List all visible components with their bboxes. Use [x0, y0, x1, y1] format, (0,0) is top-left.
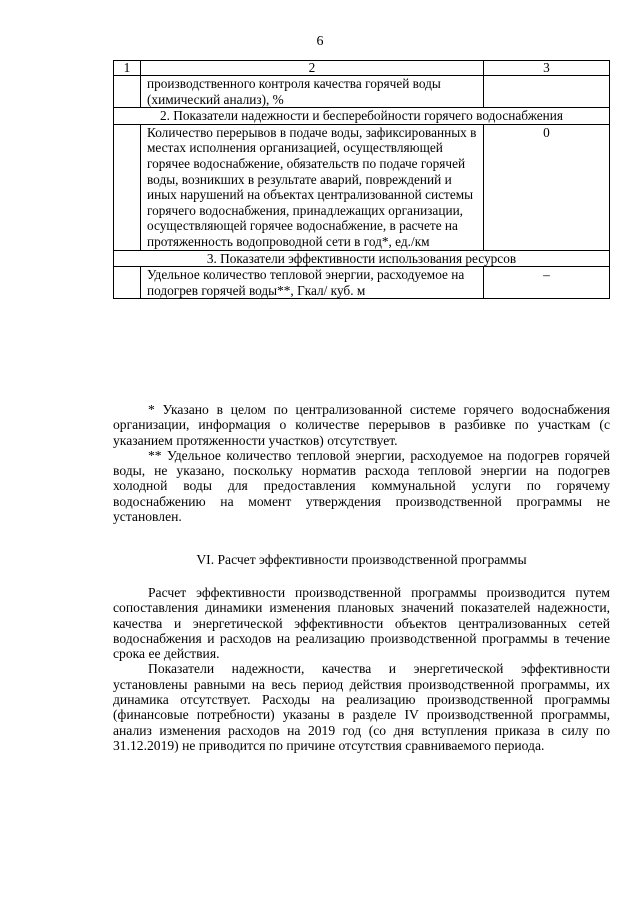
section-2-title: 2. Показатели надежности и бесперебойности горячего водоснабжения — [114, 108, 610, 125]
section-3-title: 3. Показатели эффективности использования ресурсов — [114, 250, 610, 267]
page-number: 6 — [316, 34, 324, 49]
table-row — [114, 267, 610, 299]
row-heat-value: – — [484, 267, 610, 299]
header-col-2: 2 — [141, 61, 484, 76]
table-row — [114, 76, 610, 108]
table-section-row — [114, 250, 610, 267]
table-section-row — [114, 108, 610, 125]
paragraph-2: Показатели надежности, качества и энергетической эффективности установлены равными на весь период действия производственной программы, их динамика отсутствует. Расходы на реализацию производственной программы (финансовые потребности) указаны в разделе IV производственной программы, анализ изменения расходов на 2019 год (со дня вступления приказа в силу по 31.12.2019) не приводится по причине отсутствия сравниваемого периода. — [113, 661, 610, 753]
footnotes — [113, 402, 610, 524]
table-row — [114, 124, 610, 250]
footnote-2: ** Удельное количество тепловой энергии, расходуемое на подогрев горячей воды, не указано, поскольку норматив расхода тепловой энергии на подогрев холодной воды для предоставления коммунальной услуги по горячему водоснабжению на момент утверждения производственной программы не установлен. — [113, 447, 610, 525]
indicators-table — [113, 60, 610, 299]
header-col-1: 1 — [114, 61, 141, 76]
header-col-3: 3 — [484, 61, 610, 76]
row-continued-value — [484, 76, 610, 108]
row-interruptions-indicator: Количество перерывов в подаче воды, зафиксированных в местах исполнения организацией, осуществляющей горячее водоснабжение, обязательств по подаче горячей воды, возникших в результате аварий, повреждений и иных нарушений на объектах централизованной системы горячего водоснабжения, принадлежащих организации, осуществляющей горячее водоснабжение, в расчете на протяженность водопроводной сети в год*, ед./км — [141, 124, 484, 250]
table-header-row — [114, 61, 610, 76]
footnote-1: * Указано в целом по централизованной системе горячего водоснабжения организации, информация о количестве перерывов в разбивке по участкам (с указанием протяженности участков) отсутствует. — [113, 402, 610, 448]
section-6-heading: VI. Расчет эффективности производственной программы — [196, 552, 527, 567]
row-heat-indicator: Удельное количество тепловой энергии, расходуемое на подогрев горячей воды**, Гкал/ куб. м — [141, 267, 484, 299]
section-6-body — [113, 585, 610, 753]
row-continued-indicator: производственного контроля качества горячей воды (химический анализ), % — [141, 76, 484, 108]
row-interruptions-value: 0 — [484, 124, 610, 250]
paragraph-1: Расчет эффективности производственной программы производится путем сопоставления динамики изменения плановых значений показателей надежности, качества и энергетической эффективности объектов централизованных сетей водоснабжения и расходов на реализацию производственной программы в течение срока ее действия. — [113, 585, 610, 662]
